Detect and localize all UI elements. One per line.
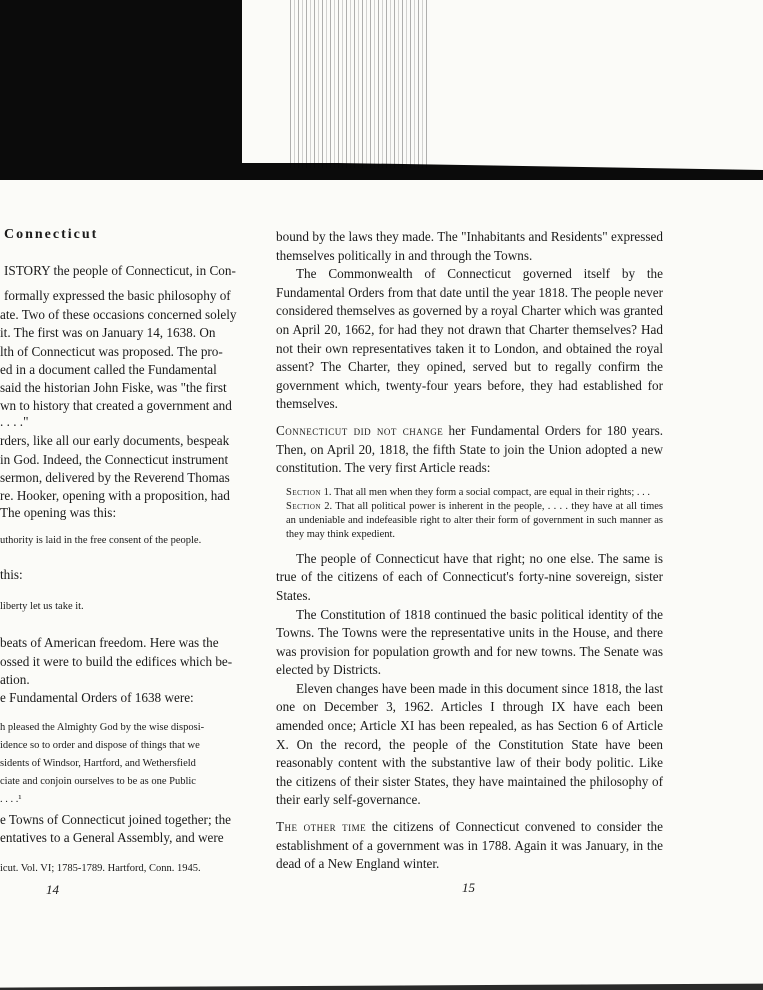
left-text-line: ate. Two of these occasions concerned solely [0, 307, 237, 322]
paragraph [276, 550, 663, 606]
left-text-line: ciate and conjoin ourselves to be as one Public [0, 776, 196, 787]
block-quote [286, 486, 663, 542]
paragraph [276, 265, 663, 414]
page-heading: Connecticut [4, 227, 99, 242]
quote-line [286, 500, 663, 542]
paragraph-text: bound by the laws they made. The "Inhabitants and Residents" expressed themselves politically in and through the Towns. [276, 229, 663, 263]
right-page-text [276, 228, 663, 874]
paragraph-text: Eleven changes have been made in this document since 1818, the last one on December 3, 1962. Articles I through IX have each been amended once; Article XI has been repealed, as has Section 6 of Article X. On the record, the people of the Constitution State have been reasonably content with the substantive law of their body politic. Like the citizens of their sister States, they have maintained the philosophy of their early self-governance. [276, 680, 663, 808]
left-text-line: . . . .¹ [0, 794, 22, 805]
paragraph-text: her Fundamental Orders for 180 years. Then, on April 20, 1818, the fifth State to join the Union adopted a new constitution. The very first Article reads: [276, 422, 663, 476]
left-text-line: lth of Connecticut was proposed. The pro- [0, 344, 223, 359]
left-text-line: wn to history that created a government and [0, 398, 232, 413]
left-text-line: uthority is laid in the free consent of the people. [0, 535, 202, 546]
left-text-line: sidents of Windsor, Hartford, and Wethersfield [0, 758, 196, 769]
left-text-line: in God. Indeed, the Connecticut instrument [0, 452, 229, 467]
left-text-line: h pleased the Almighty God by the wise disposi- [0, 722, 205, 733]
paragraph [276, 422, 663, 478]
left-text-line: rders, like all our early documents, bespeak [0, 433, 230, 448]
paragraph-lead: The other time [276, 819, 367, 835]
left-text-line: this: [0, 567, 23, 582]
scan-bottom-edge [0, 982, 763, 990]
left-text-line: icut. Vol. VI; 1785-1789. Hartford, Conn. 1945. [0, 863, 201, 874]
left-text-line: it. The first was on January 14, 1638. On [0, 325, 216, 340]
left-text-line: . . . ." [0, 414, 29, 429]
paragraph [276, 818, 663, 874]
left-text-line: re. Hooker, opening with a proposition, had [0, 488, 230, 503]
left-text-line: entatives to a General Assembly, and were [0, 830, 224, 845]
paragraph [276, 680, 663, 810]
paragraph [276, 606, 663, 680]
paragraph-text: the citizens of Connecticut convened to consider the establishment of a government was in 1788. Again it was January, in the dead of a New England winter. [276, 819, 664, 872]
quote-line [286, 486, 663, 500]
left-text-line: idence so to order and dispose of things that we [0, 740, 200, 751]
left-text-line: ossed it were to build the edifices which be- [0, 654, 233, 669]
left-text-line: ation. [0, 672, 30, 687]
left-text-line: ISTORY the people of Connecticut, in Con- [4, 263, 236, 278]
quote-lead: Section [286, 500, 322, 512]
left-text-line: beats of American freedom. Here was the [0, 635, 219, 650]
left-text-line: formally expressed the basic philosophy of [4, 288, 231, 303]
left-page-number: 14 [46, 882, 59, 897]
paragraph-text: The Commonwealth of Connecticut governed itself by the Fundamental Orders from that date until the year 1818. The people never considered themselves as governed by a royal Charter which was granted on April 20, 1662, for had they not drawn that Charter themselves? Had not their own representatives taken it to London, and obtained the royal assent? The Charter, they opined, served but to regally confirm the government which, twenty-four years before, they had established for themselves. [276, 266, 663, 412]
quote-text: 1. That all men when they form a social compact, are equal in their rights; . . . [321, 486, 651, 498]
right-page-number: 15 [462, 880, 475, 895]
left-text-line: e Fundamental Orders of 1638 were: [0, 690, 194, 705]
left-text-line: said the historian John Fiske, was "the first [0, 380, 227, 395]
scan-artifact-stripes [290, 0, 430, 168]
paragraph-text: The people of Connecticut have that right; no one else. The same is true of the citizens of each of Connecticut's forty-nine sovereign, sister States. [276, 550, 663, 603]
quote-text: 2. That all political power is inherent in the people, . . . . they have at all times an undeniable and indefeasible right to alter their form of government in such manner as they may think expedient. [286, 500, 663, 540]
left-text-line: e Towns of Connecticut joined together; the [0, 812, 232, 827]
paragraph [276, 228, 663, 265]
left-text-line: The opening was this: [0, 505, 117, 520]
left-text-line: liberty let us take it. [0, 601, 84, 612]
left-text-line: sermon, delivered by the Reverend Thomas [0, 470, 230, 485]
left-text-line: ed in a document called the Fundamental [0, 362, 217, 377]
quote-lead: Section [286, 486, 322, 498]
paragraph-text: The Constitution of 1818 continued the basic political identity of the Towns. The Towns were the representative units in the House, and there was provision for population growth and for new towns. The Senate was elected by Districts. [276, 606, 663, 678]
paragraph-lead: Connecticut did not change [276, 422, 444, 438]
